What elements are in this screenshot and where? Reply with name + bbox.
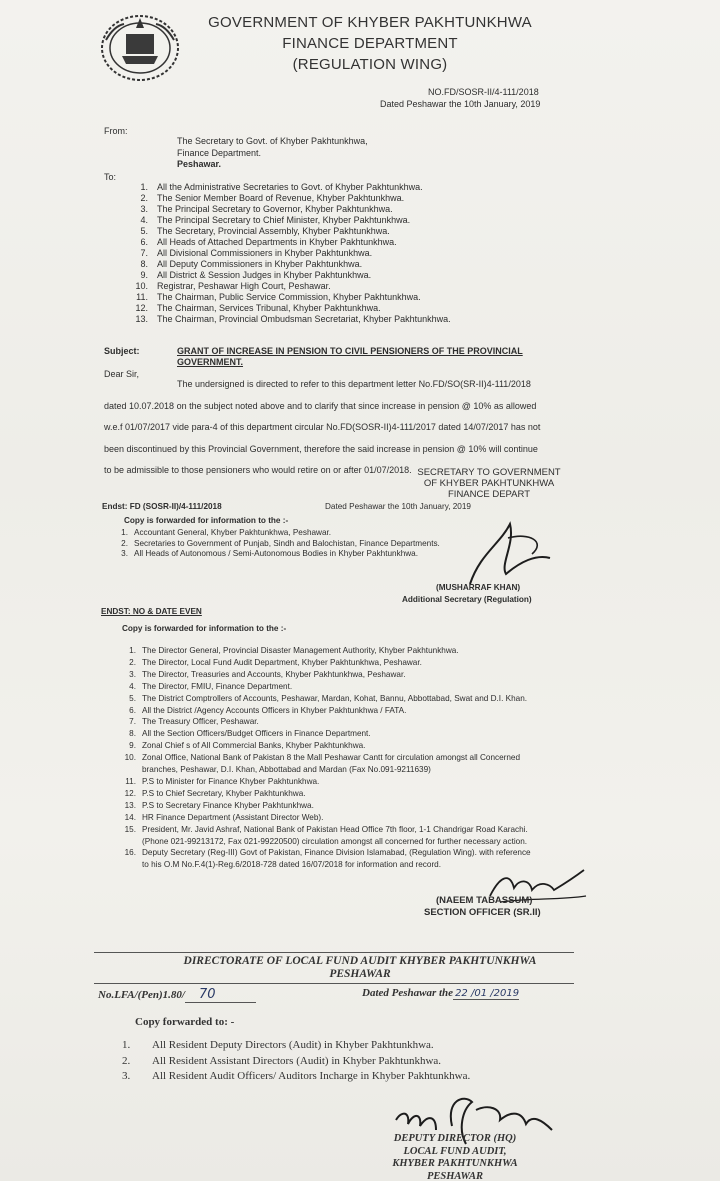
naeem-title: SECTION OFFICER (SR.II) xyxy=(424,907,541,918)
lfa-number-value: 70 xyxy=(185,987,256,1003)
government-emblem-icon xyxy=(96,12,184,82)
list-item: 8. All Deputy Commissioners in Khyber Pakhtunkhwa. xyxy=(140,259,363,269)
list-item: 15. President, Mr. Javid Ashraf, National Bank of Pakistan Head Office 7th floor, 1-1 Chandrigar Road Karachi. xyxy=(124,824,528,834)
list-item: 16. Deputy Secretary (Reg-III) Govt of Pakistan, Finance Division Islamabad, (Regulation Wing). with reference xyxy=(124,848,531,858)
handwritten-signature-icon xyxy=(440,514,560,594)
endst-even-heading: ENDST: NO & DATE EVEN xyxy=(101,607,202,616)
from-label: From: xyxy=(104,126,128,136)
to-label: To: xyxy=(104,172,117,182)
lfa-date-value: 22 /01 /2019 xyxy=(455,988,520,999)
list-item: 9. All District & Session Judges in Khyber Pakhtunkhwa. xyxy=(140,270,372,280)
naeem-name: (NAEEM TABASSUM) xyxy=(436,895,533,906)
list-item: 3. The Principal Secretary to Governor, Khyber Pakhtunkhwa. xyxy=(140,204,393,214)
govt-heading: GOVERNMENT OF KHYBER PAKHTUNKHWA xyxy=(208,14,532,31)
letter-date: Dated Peshawar the 10th January, 2019 xyxy=(380,99,541,109)
list-item: 2. All Resident Assistant Directors (Audit) in Khyber Pakhtunkhwa. xyxy=(122,1054,442,1067)
list-item: 1. All Resident Deputy Directors (Audit) in Khyber Pakhtunkhwa. xyxy=(122,1039,434,1051)
divider-line xyxy=(94,983,574,984)
from-line-2: Finance Department. xyxy=(177,148,262,158)
list-item: 8. All the Section Officers/Budget Officers in Finance Department. xyxy=(129,729,371,739)
lfa-title: DIRECTORATE OF LOCAL FUND AUDIT KHYBER PAKHTUNKHWA xyxy=(183,955,537,967)
lfa-copy-line: Copy forwarded to: - xyxy=(135,1016,235,1028)
list-item: 3. All Heads of Autonomous / Semi-Autonomous Bodies in Khyber Pakhtunkhwa. xyxy=(121,549,418,558)
list-item: branches, Peshawar, D.I. Khan, Abbottabad and Mardan (Fax No.091-9211639) xyxy=(142,765,431,775)
list-item: 2. The Director, Local Fund Audit Department, Khyber Pakhtunkhwa, Peshawar. xyxy=(129,657,422,667)
musharraf-name: (MUSHARRAF KHAN) xyxy=(436,583,521,592)
endst-copy-line: Copy is forwarded for information to the :- xyxy=(124,516,289,525)
lfa-date-label: Dated Peshawar the 22 /01 /2019 xyxy=(362,987,520,999)
list-item: 10. Zonal Office, National Bank of Pakistan 8 the Mall Peshawar Cantt for circulation amongst all Concerned xyxy=(124,753,521,763)
body-line: been discontinued by this Provincial Government, therefore the said increase in pension @ 10% will continue xyxy=(104,443,538,454)
reference-number: NO.FD/SOSR-II/4-111/2018 xyxy=(428,87,539,97)
list-item: 1. Accountant General, Khyber Pakhtunkhwa, Peshawar. xyxy=(121,528,332,537)
list-item: 4. The Director, FMIU, Finance Department. xyxy=(129,681,293,691)
list-item: 5. The Secretary, Provincial Assembly, Khyber Pakhtunkhwa. xyxy=(140,226,390,236)
endst-list xyxy=(112,528,440,560)
list-item: 1. The Director General, Provincial Disaster Management Authority, Khyber Pakhtunkhwa. xyxy=(129,646,459,655)
musharraf-title: Additional Secretary (Regulation) xyxy=(402,595,532,604)
secretary-signature-block: SECRETARY TO GOVERNMENT OF KHYBER PAKHTUNKHWA FINANCE DEPART xyxy=(417,467,561,500)
list-item: 13. P.S to Secretary Finance Khyber Pakhtunkhwa. xyxy=(124,800,314,810)
endst-even-copy: Copy is forwarded for information to the :- xyxy=(122,624,287,633)
body-line: to be admissible to those pensioners who would retire on or after 01/07/2018. xyxy=(104,465,412,475)
subject-label: Subject: xyxy=(104,346,140,356)
list-item: 12. The Chairman, Services Tribunal, Khyber Pakhtunkhwa. xyxy=(135,303,381,313)
list-item: 2. The Senior Member Board of Revenue, Khyber Pakhtunkhwa. xyxy=(140,193,405,203)
to-list xyxy=(126,182,451,325)
lfa-number-label: No.LFA/(Pen)1.80/ 70 xyxy=(98,987,256,1002)
list-item: 13. The Chairman, Provincial Ombudsman Secretariat, Khyber Pakhtunkhwa. xyxy=(135,314,451,324)
list-item: 10. Registrar, Peshawar High Court, Peshawar. xyxy=(135,281,331,291)
endst-date: Dated Peshawar the 10th January, 2019 xyxy=(325,502,471,511)
list-item: 6. All Heads of Attached Departments in Khyber Pakhtunkhwa. xyxy=(140,237,397,247)
list-item: 7. The Treasury Officer, Peshawar. xyxy=(129,717,259,727)
department-heading: FINANCE DEPARTMENT xyxy=(282,35,458,52)
from-line-1: The Secretary to Govt. of Khyber Pakhtunkhwa, xyxy=(177,136,368,146)
wing-heading: (REGULATION WING) xyxy=(292,56,448,73)
list-item: 14. HR Finance Department (Assistant Director Web). xyxy=(124,812,324,822)
list-item: 9. Zonal Chief s of All Commercial Banks, Khyber Pakhtunkhwa. xyxy=(129,741,366,751)
body-line: w.e.f 01/07/2017 vide para-4 of this department circular No.FD(SOSR-II)4-111/2017 dated 14/07/2017 has not xyxy=(104,422,541,432)
lfa-city: PESHAWAR xyxy=(329,968,391,980)
list-item: 3. All Resident Audit Officers/ Auditors Incharge in Khyber Pakhtunkhwa. xyxy=(122,1070,471,1082)
list-item: 5. The District Comptrollers of Accounts, Peshawar, Mardan, Kohat, Bannu, Abbottabad, Swat and D.I. Khan. xyxy=(129,693,528,703)
divider-line xyxy=(94,952,574,953)
list-item: (Phone 021-99213172, Fax 021-99220500) circulation amongst all concerned for further necessary action. xyxy=(142,836,528,846)
body-line: dated 10.07.2018 on the subject noted above and to clarify that since increase in pension @ 10% as allowed xyxy=(104,400,537,411)
body-line: The undersigned is directed to refer to this department letter No.FD/SO(SR-II)4-111/2018 xyxy=(177,379,531,389)
lfa-signature-block: DEPUTY DIRECTOR (HQ) LOCAL FUND AUDIT, KHYBER PAKHTUNKHWA PESHAWAR xyxy=(392,1133,518,1181)
endst-even-list xyxy=(120,645,531,871)
subject-line-2: GOVERNMENT. xyxy=(177,357,244,367)
list-item: 12. P.S to Chief Secretary, Khyber Pakhtunkhwa. xyxy=(124,788,306,798)
list-item: 11. The Chairman, Public Service Commission, Khyber Pakhtunkhwa. xyxy=(136,292,421,302)
salutation: Dear Sir, xyxy=(104,369,140,379)
subject-line-1: GRANT OF INCREASE IN PENSION TO CIVIL PENSIONERS OF THE PROVINCIAL xyxy=(177,346,523,356)
endst-number: Endst: FD (SOSR-II)/4-111/2018 xyxy=(102,502,222,511)
lfa-list xyxy=(122,1038,470,1085)
list-item: to his O.M No.F.4(1)-Reg.6/2018-728 dated 16/07/2018 for information and record. xyxy=(142,860,442,870)
body-paragraph xyxy=(104,374,606,482)
list-item: 2. Secretaries to Government of Punjab, Sindh and Balochistan, Finance Departments. xyxy=(121,538,440,548)
list-item: 1. All the Administrative Secretaries to Govt. of Khyber Pakhtunkhwa. xyxy=(140,182,423,192)
from-line-3: Peshawar. xyxy=(177,159,222,169)
list-item: 3. The Director, Treasuries and Accounts, Khyber Pakhtunkhwa, Peshawar. xyxy=(129,669,406,679)
list-item: 6. All the District /Agency Accounts Officers in Khyber Pakhtunkhwa / FATA. xyxy=(129,705,407,715)
list-item: 4. The Principal Secretary to Chief Minister, Khyber Pakhtunkhwa. xyxy=(140,215,411,225)
list-item: 11. P.S to Minister for Finance Khyber Pakhtunkhwa. xyxy=(125,776,320,786)
list-item: 7. All Divisional Commissioners in Khyber Pakhtunkhwa. xyxy=(140,248,373,258)
